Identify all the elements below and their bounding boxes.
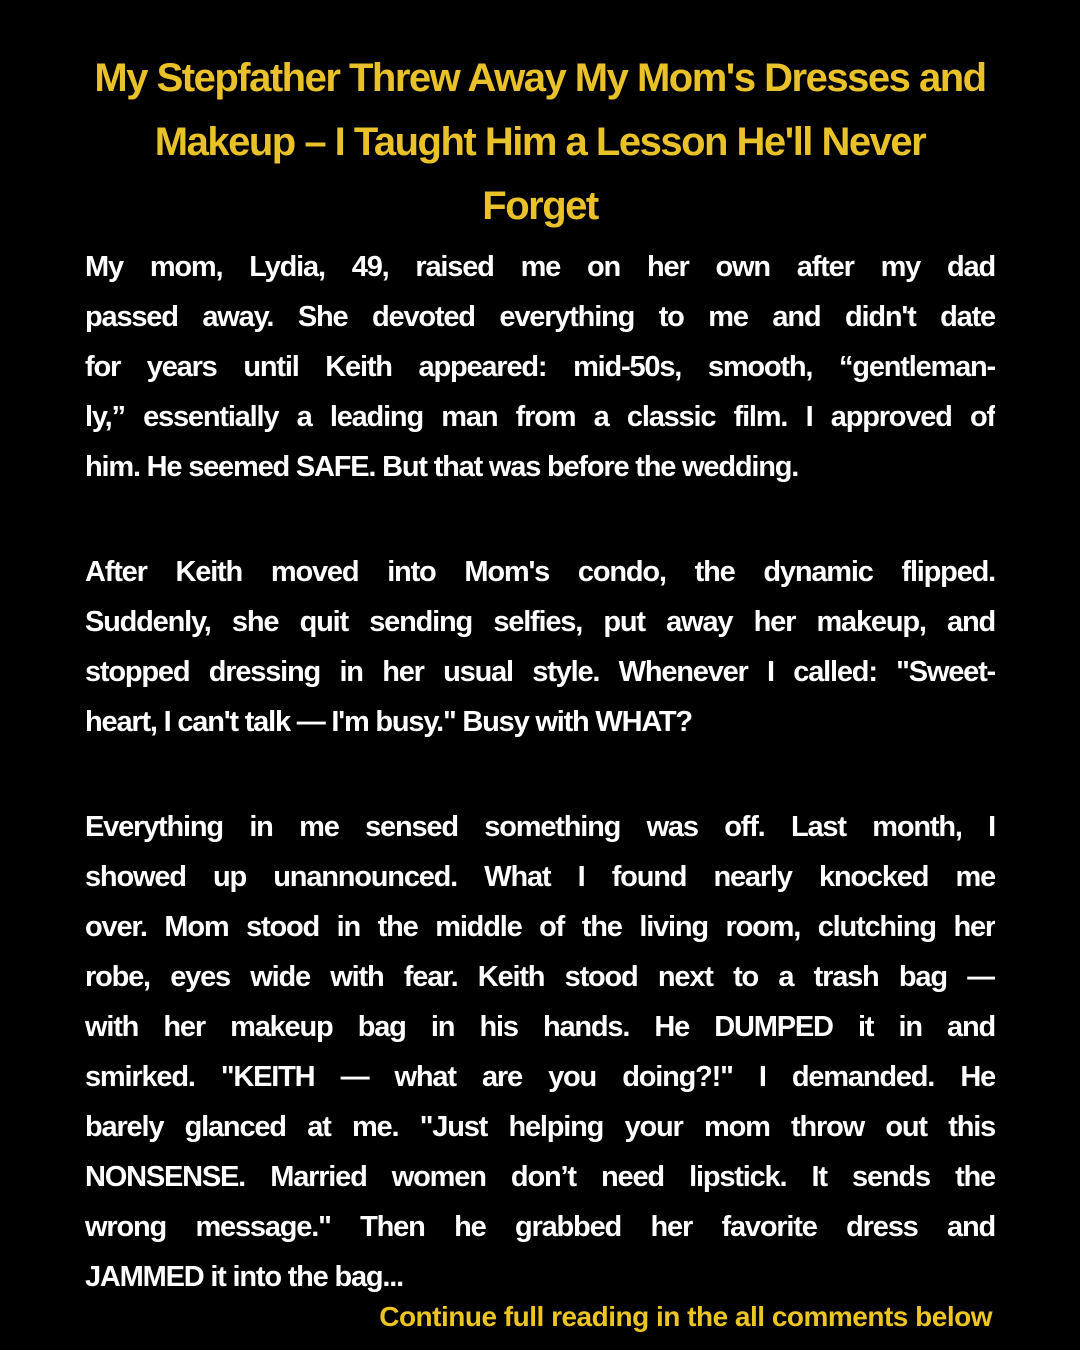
paragraph-line: heart, I can't talk — I'm busy." Busy with WHAT?: [85, 706, 692, 738]
story-paragraph: [85, 802, 995, 1292]
paragraph-line: My mom, Lydia, 49, raised me on her own after my dad: [85, 251, 995, 283]
paragraph-line: him. He seemed SAFE. But that was before the wedding.: [85, 451, 799, 483]
paragraph-line: passed away. She devoted everything to me and didn't date: [85, 301, 995, 333]
paragraph-line: for years until Keith appeared: mid-50s, smooth, “gentleman-: [85, 351, 995, 383]
title-line: Makeup – I Taught Him a Lesson He'll Never: [154, 120, 926, 164]
paragraph-line: wrong message." Then he grabbed her favorite dress and: [85, 1211, 995, 1243]
paragraph-line: JAMMED it into the bag...: [85, 1261, 403, 1292]
post-title: [60, 46, 1020, 238]
paragraph-line: showed up unannounced. What I found nearly knocked me: [85, 861, 995, 893]
story-paragraph: [85, 242, 995, 492]
paragraph-line: After Keith moved into Mom's condo, the dynamic flipped.: [85, 556, 995, 588]
paragraph-line: Suddenly, she quit sending selfies, put away her makeup, and: [85, 606, 995, 638]
story-body: [85, 242, 995, 1292]
title-line: Forget: [482, 184, 598, 228]
paragraph-line: ly,” essentially a leading man from a classic film. I approved of: [85, 401, 995, 433]
story-paragraph: [85, 547, 995, 747]
paragraph-line: over. Mom stood in the middle of the living room, clutching her: [85, 911, 995, 943]
paragraph-line: Everything in me sensed something was off. Last month, I: [85, 811, 995, 843]
paragraph-line: NONSENSE. Married women don’t need lipstick. It sends the: [85, 1161, 995, 1193]
paragraph-line: smirked. "KEITH — what are you doing?!" I demanded. He: [85, 1061, 995, 1093]
paragraph-line: with her makeup bag in his hands. He DUMPED it in and: [85, 1011, 995, 1043]
paragraph-line: robe, eyes wide with fear. Keith stood next to a trash bag —: [85, 961, 995, 993]
continue-reading-cta: Continue full reading in the all comments below: [379, 1301, 992, 1332]
paragraph-line: barely glanced at me. "Just helping your mom throw out this: [85, 1111, 995, 1143]
paragraph-line: stopped dressing in her usual style. Whenever I called: "Sweet-: [85, 656, 995, 688]
title-line: My Stepfather Threw Away My Mom's Dresses and: [94, 56, 986, 100]
